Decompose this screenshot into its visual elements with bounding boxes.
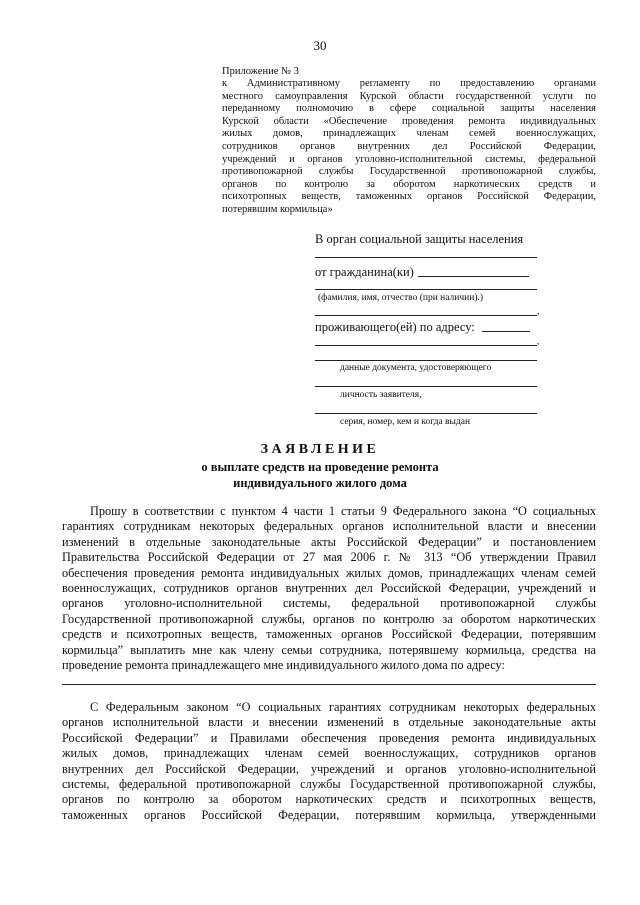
address-blank[interactable]	[482, 331, 530, 332]
paragraph-line: изменений в отдельные законодательные акты Российской Федерации” и постановлением	[62, 534, 596, 549]
statement-subtitle: о выплате средств на проведение ремонта	[201, 460, 439, 474]
address-blank-2[interactable]	[315, 345, 537, 346]
paragraph-line: военнослужащих, сотрудников органов внутренних дел Российской Федерации, учреждений и	[62, 581, 596, 596]
citizen-name-blank-3[interactable]	[315, 315, 537, 316]
paragraph-line: Правительства Российской Федерации от 27 мая 2006 г. № 313 “Об утверждении Правил	[62, 550, 596, 565]
paragraph-line: средств и психотропных веществ, таможенных органов Российской Федерации, потерявшим	[62, 627, 596, 642]
appendix-line: потерявшим кормильца»	[222, 203, 333, 215]
appendix-line: учреждений и органов уголовно-исполнительной системы, федеральной	[222, 153, 596, 165]
appendix-line: переданному полномочию в сфере социальной защиты населения	[222, 103, 596, 115]
citizen-name-blank-2[interactable]	[315, 289, 537, 290]
document-caption: данные документа, удостоверяющего	[340, 363, 492, 373]
paragraph-line: С Федеральным законом “О социальных гарантиях сотрудникам некоторых федеральных	[90, 700, 596, 714]
page-number: 30	[313, 38, 327, 53]
appendix-line: органов по контролю за оборотом наркотических средств и	[222, 178, 596, 190]
statement-title: ЗАЯВЛЕНИЕ	[260, 442, 380, 457]
acknowledgement-paragraph-first-line	[90, 700, 596, 715]
acknowledgement-paragraph	[62, 715, 596, 823]
paragraph-line: внутренних дел Российской Федерации, учреждений и органов уголовно-исполнительной	[62, 761, 596, 776]
fio-caption: (фамилия, имя, отчество (при наличии).)	[318, 293, 484, 303]
from-citizen-label: от гражданина(ки)	[315, 265, 414, 279]
appendix-line: сотрудников органов внутренних дел Российской Федерации,	[222, 140, 596, 152]
residing-label: проживающего(ей) по адресу:	[315, 320, 475, 334]
paragraph-line: Прошу в соответствии с пунктом 4 части 1 статьи 9 Федерального закона “О социальных	[90, 504, 596, 518]
appendix-line: Курской области «Обеспечение проведения ремонта индивидуальных	[222, 115, 596, 127]
paragraph-line: органов уголовно-исполнительной системы, федеральной противопожарной службы	[62, 596, 596, 611]
house-address-blank[interactable]	[62, 684, 596, 685]
appendix-line: к Административному регламенту по предоставлению органами	[222, 78, 596, 89]
paragraph-line: органов по контролю за оборотом наркотических средств и психотропных веществ,	[62, 792, 596, 807]
statement-subtitle: индивидуального жилого дома	[233, 476, 407, 490]
paragraph-line: системы, федеральной противопожарной службы Государственной противопожарной службы,	[62, 777, 596, 792]
document-blank[interactable]	[315, 386, 537, 387]
paragraph-line: жилых домов, принадлежащих членам семей военнослужащих, сотрудников органов	[62, 746, 596, 761]
paragraph-line: органов исполнительной власти и внесении изменений в отдельные законодательные акты	[62, 715, 596, 730]
comma-mark: ,	[537, 307, 540, 317]
paragraph-line: кормильца” выплатить мне как члену семьи сотрудника, потерявшему кормильца, средства на	[62, 642, 596, 657]
request-paragraph	[62, 519, 596, 673]
appendix-line: противопожарной службы Государственной противопожарной службы,	[222, 166, 596, 178]
appendix-line: местного самоуправления Курской области государственной услуги по	[222, 90, 596, 102]
identity-caption: личность заявителя,	[340, 390, 422, 400]
paragraph-line: гарантиях сотрудникам некоторых федеральных органов исполнительной власти и внесении	[62, 519, 596, 534]
appendix-text	[222, 78, 596, 217]
comma-mark: ,	[537, 337, 540, 347]
paragraph-line: Российской Федерации” и Правилами обеспечения проведения ремонта индивидуальных	[62, 730, 596, 745]
to-organization-label: В орган социальной защиты населения	[315, 232, 524, 246]
appendix-line: жилых домов, принадлежащих членам семей военнослужащих,	[222, 128, 596, 140]
appendix-line: психотропных веществ, таможенных органов Российской Федерации,	[222, 191, 596, 203]
address-blank-3[interactable]	[315, 360, 537, 361]
paragraph-line: таможенных органов Российской Федерации, потерявшим кормильца, утвержденными	[62, 807, 596, 822]
paragraph-line: Государственной противопожарной службы, органов по контролю за оборотом наркотических	[62, 611, 596, 626]
paragraph-line: проведение ремонта принадлежащего мне индивидуального жилого дома по адресу:	[62, 658, 505, 673]
organization-blank-line[interactable]	[315, 257, 537, 258]
citizen-name-blank[interactable]	[418, 276, 529, 277]
series-caption: серия, номер, кем и когда выдан	[340, 417, 471, 427]
paragraph-line: обеспечения проведения ремонта индивидуальных жилых домов, принадлежащих членам семей	[62, 565, 596, 580]
document-blank-2[interactable]	[315, 413, 537, 414]
appendix-title: Приложение № 3	[222, 66, 299, 77]
request-paragraph-first-line	[90, 504, 596, 519]
